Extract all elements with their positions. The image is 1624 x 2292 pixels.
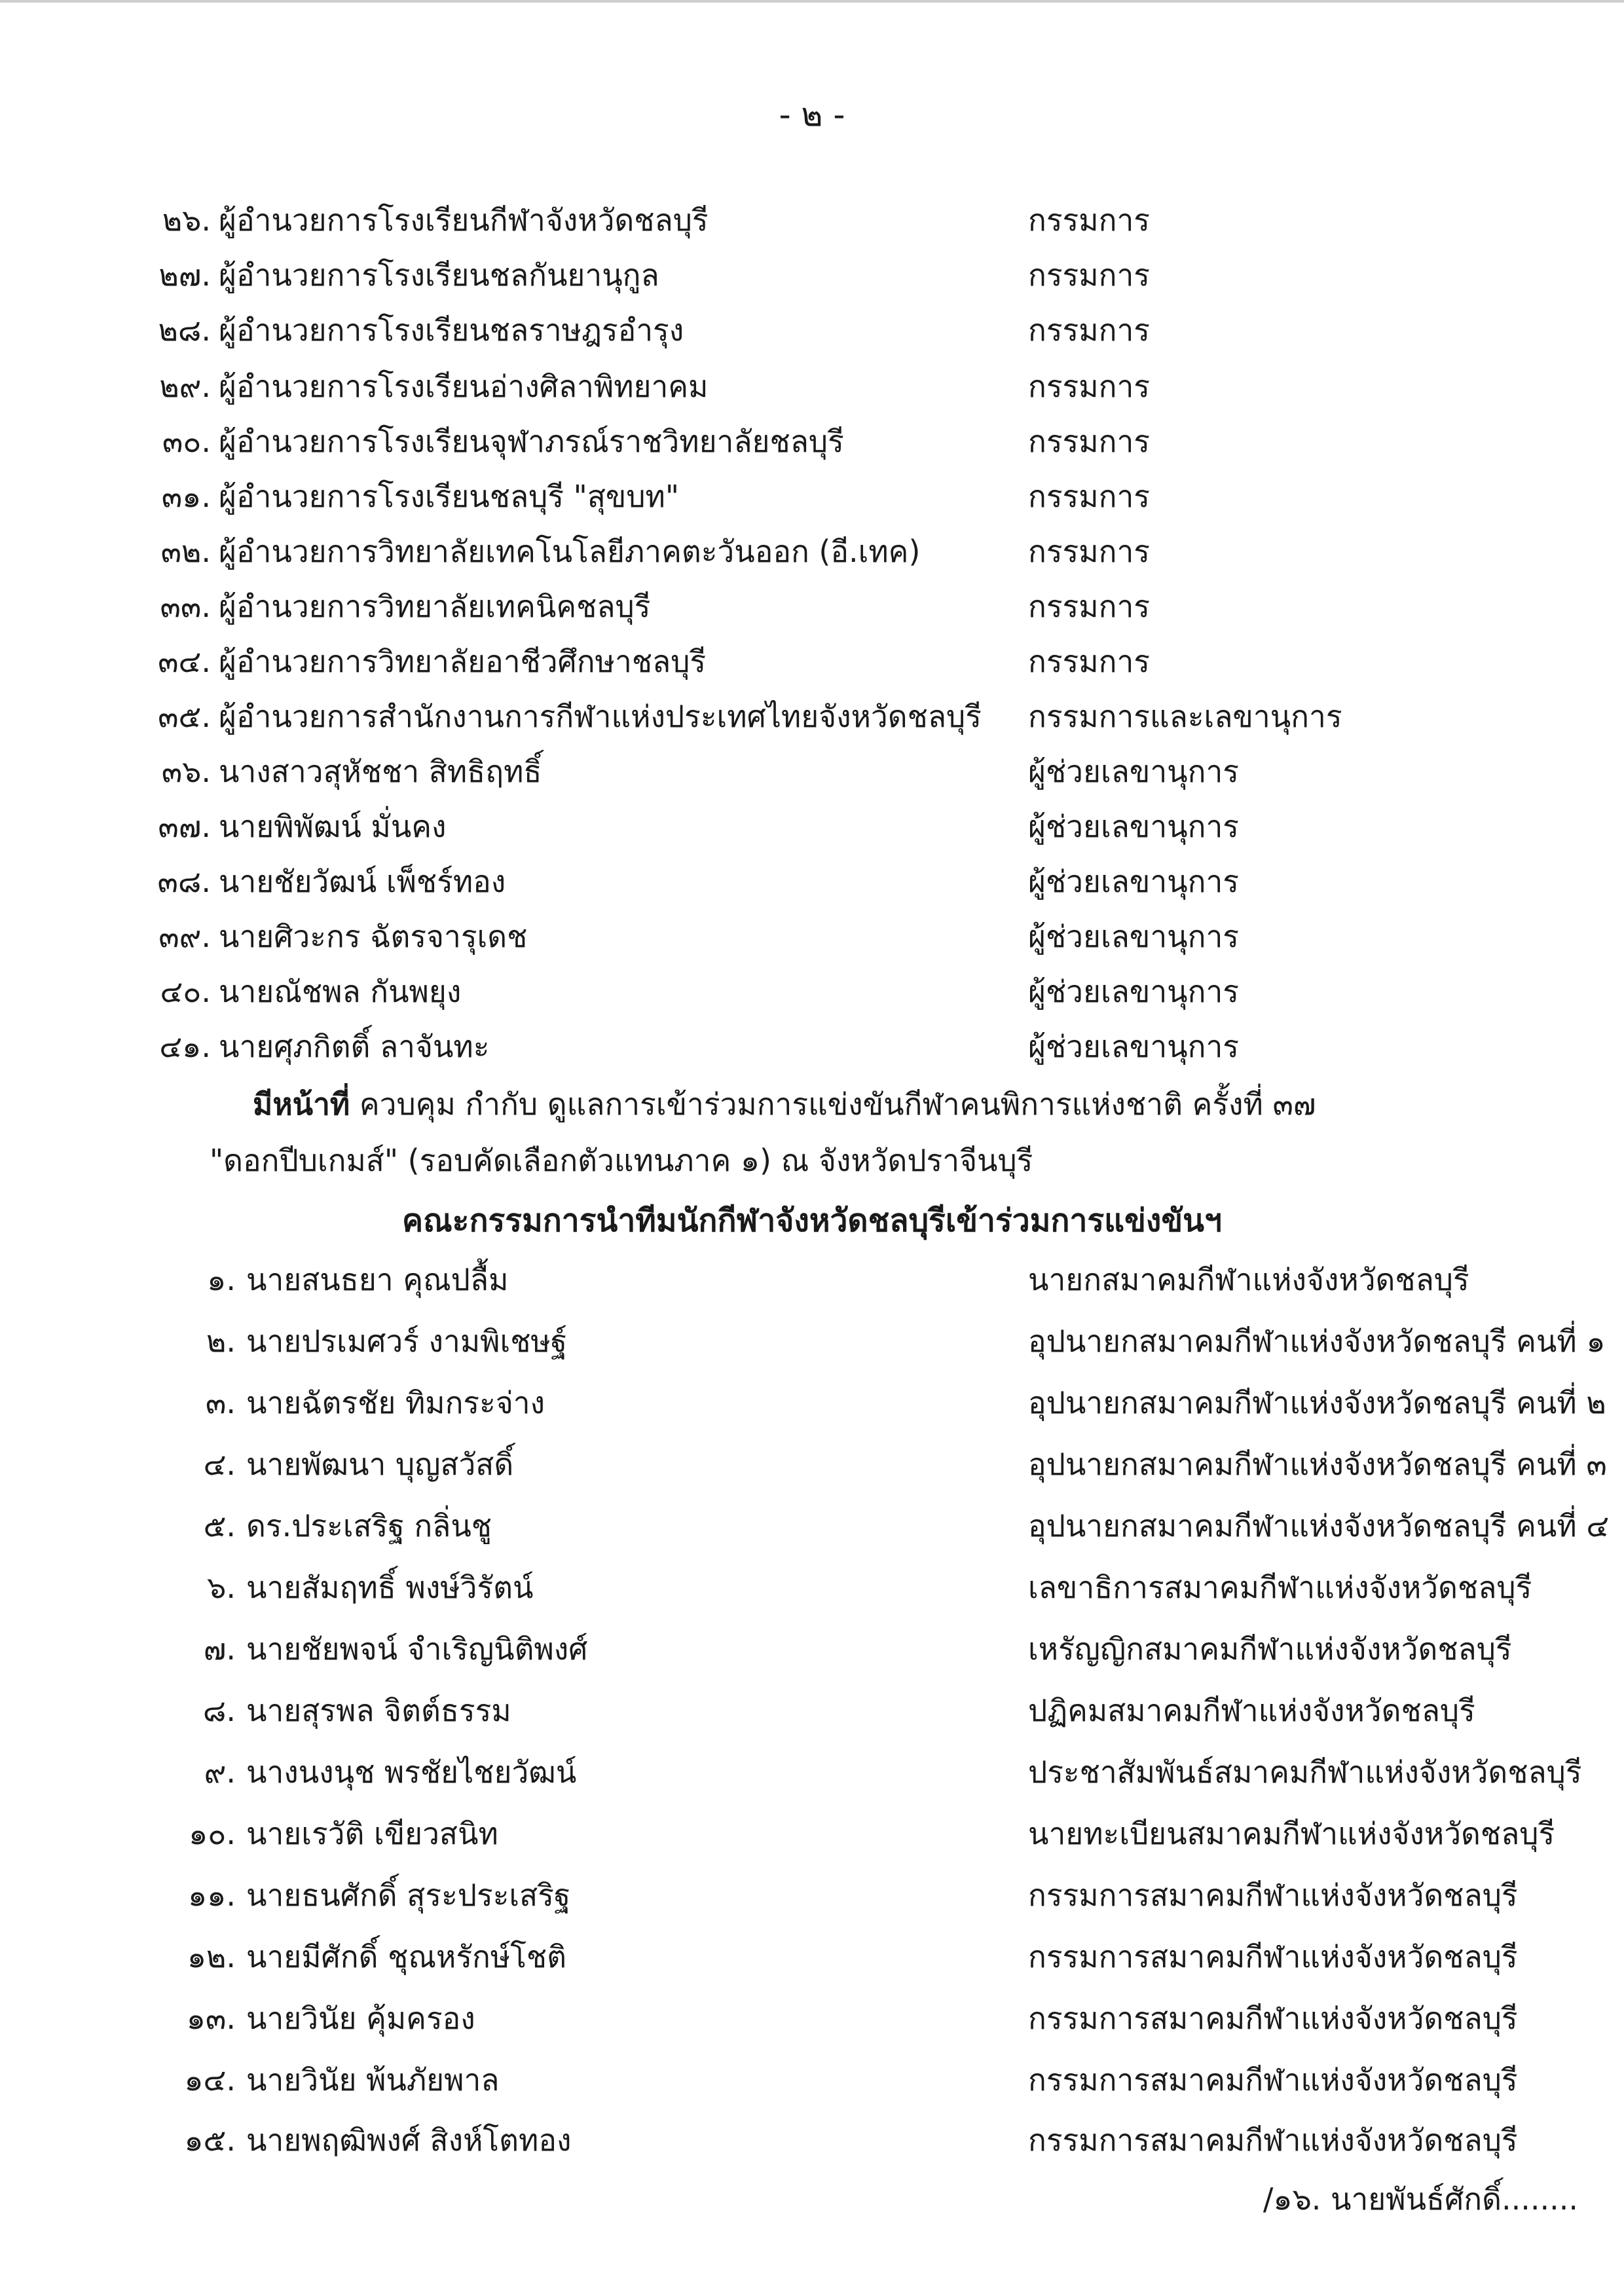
item-role: กรรมการ [1028, 534, 1150, 569]
item-name: นางนงนุช พรชัยไชยวัฒน์ [246, 1754, 577, 1790]
continuation-note: /๑๖. นายพันธ์ศักดิ์........ [1263, 2181, 1578, 2217]
list-item [0, 1872, 1624, 1924]
item-role: กรรมการสมาคมกีฬาแห่งจังหวัดชลบุรี [1028, 2062, 1518, 2098]
item-name: ผู้อำนวยการโรงเรียนชลราษฎรอำรุง [219, 312, 684, 348]
item-number: ๑๔. [184, 2062, 236, 2098]
item-number: ๔. [203, 1447, 236, 1482]
item-role: อุปนายกสมาคมกีฬาแห่งจังหวัดชลบุรี คนที่ ๓ [1028, 1447, 1607, 1482]
item-role: กรรมการและเลขานุการ [1028, 699, 1342, 734]
list-item [0, 473, 1624, 525]
list-item [0, 1441, 1624, 1493]
item-role: เลขาธิการสมาคมกีฬาแห่งจังหวัดชลบุรี [1028, 1570, 1532, 1605]
list-item [0, 306, 1624, 359]
item-name: นายพัฒนา บุญสวัสดิ์ [246, 1447, 514, 1482]
item-number: ๘. [202, 1693, 236, 1728]
item-role: อุปนายกสมาคมกีฬาแห่งจังหวัดชลบุรี คนที่ ๔ [1028, 1508, 1610, 1543]
item-role: กรรมการ [1028, 479, 1150, 514]
item-name: นายวินัย คุ้มครอง [246, 2001, 475, 2036]
page-number: - ๒ - [779, 96, 845, 134]
item-name: ผู้อำนวยการโรงเรียนชลกันยานุกูล [219, 257, 659, 293]
item-role: กรรมการ [1028, 202, 1150, 238]
item-role: เหรัญญิกสมาคมกีฬาแห่งจังหวัดชลบุรี [1028, 1631, 1512, 1667]
item-name: นายศุภกิตติ์ ลาจันทะ [219, 1029, 490, 1064]
item-name: ผู้อำนวยการวิทยาลัยเทคนิคชลบุรี [219, 589, 651, 624]
item-number: ๒๘. [158, 312, 211, 348]
item-number: ๑๓. [186, 2001, 236, 2036]
item-number: ๒. [206, 1323, 236, 1359]
list-item [0, 1810, 1624, 1862]
item-name: นายศิวะกร ฉัตรจารุเดช [219, 919, 528, 954]
item-number: ๖. [207, 1570, 236, 1605]
list-item [0, 913, 1624, 965]
list-item [0, 748, 1624, 800]
item-role: ประชาสัมพันธ์สมาคมกีฬาแห่งจังหวัดชลบุรี [1028, 1754, 1582, 1790]
duty-text-1: ควบคุม กำกับ ดูแลการเข้าร่วมการแข่งขันกีฬาคนพิการแห่งชาติ ครั้งที่ ๓๗ [350, 1086, 1316, 1122]
item-role: กรรมการ [1028, 369, 1150, 404]
list-item [0, 1379, 1624, 1432]
item-number: ๑๕. [184, 2122, 236, 2158]
item-role: ผู้ช่วยเลขานุการ [1028, 754, 1239, 789]
list-item [0, 1564, 1624, 1616]
item-number: ๓๔. [158, 644, 211, 679]
item-number: ๒๗. [158, 257, 211, 293]
item-name: นายสุรพล จิตต์ธรรม [246, 1693, 511, 1728]
item-number: ๙. [204, 1754, 236, 1790]
item-number: ๔๑. [159, 1029, 211, 1064]
item-number: ๗. [203, 1631, 236, 1667]
list-item [0, 693, 1624, 745]
item-number: ๓๗. [158, 809, 211, 844]
item-role: กรรมการ [1028, 424, 1150, 459]
item-number: ๓๒. [160, 534, 211, 569]
item-role: กรรมการ [1028, 312, 1150, 348]
item-name: ผู้อำนวยการโรงเรียนชลบุรี "สุขบท" [219, 479, 680, 514]
list-item [0, 858, 1624, 910]
item-name: นายชัยวัฒน์ เพ็ชร์ทอง [219, 864, 506, 899]
item-role: ผู้ช่วยเลขานุการ [1028, 864, 1239, 899]
list-item [0, 1625, 1624, 1678]
list-item [0, 968, 1624, 1020]
list-item [0, 1502, 1624, 1555]
item-name: นายมีศักดิ์ ชุณหรักษ์โชติ [246, 1939, 566, 1974]
list-item [0, 363, 1624, 415]
item-name: นายวินัย พ้นภัยพาล [246, 2062, 500, 2098]
list-item [0, 803, 1624, 855]
list-item [0, 2056, 1624, 2109]
list-item [0, 528, 1624, 580]
item-name: ผู้อำนวยการโรงเรียนจุฬาภรณ์ราชวิทยาลัยชลบุรี [219, 424, 844, 459]
item-role: ผู้ช่วยเลขานุการ [1028, 809, 1239, 844]
item-number: ๒๙. [159, 369, 211, 404]
item-name: นายเรวัติ เขียวสนิท [246, 1816, 498, 1851]
item-role: อุปนายกสมาคมกีฬาแห่งจังหวัดชลบุรี คนที่ ๑ [1028, 1323, 1606, 1359]
item-role: กรรมการสมาคมกีฬาแห่งจังหวัดชลบุรี [1028, 2001, 1518, 2036]
item-name: นายชัยพจน์ จำเริญนิติพงศ์ [246, 1631, 588, 1667]
item-number: ๑๒. [187, 1939, 236, 1974]
item-number: ๓๙. [158, 919, 211, 954]
list-item [0, 1933, 1624, 1986]
item-number: ๓๑. [161, 479, 211, 514]
item-name: ดร.ประเสริฐ กลิ่นชู [246, 1508, 492, 1543]
item-number: ๓๐. [162, 424, 211, 459]
item-name: ผู้อำนวยการวิทยาลัยอาชีวศึกษาชลบุรี [219, 644, 707, 679]
item-role: กรรมการ [1028, 589, 1150, 624]
item-number: ๔๐. [160, 974, 211, 1009]
list-item [0, 638, 1624, 690]
list-item [0, 583, 1624, 635]
item-role: กรรมการ [1028, 257, 1150, 293]
item-number: ๓๓. [160, 589, 211, 624]
item-name: นางสาวสุหัชชา สิทธิฤทธิ์ [219, 754, 542, 789]
item-role: นายกสมาคมกีฬาแห่งจังหวัดชลบุรี [1028, 1262, 1469, 1297]
item-number: ๕. [203, 1508, 236, 1543]
item-number: ๓๖. [161, 754, 211, 789]
item-role: กรรมการสมาคมกีฬาแห่งจังหวัดชลบุรี [1028, 2122, 1518, 2158]
list-item [0, 1023, 1624, 1075]
list-item [0, 196, 1624, 249]
item-role: ปฏิคมสมาคมกีฬาแห่งจังหวัดชลบุรี [1028, 1693, 1475, 1728]
item-number: ๒๖. [162, 202, 211, 238]
item-number: ๑. [207, 1262, 236, 1297]
section-heading: คณะกรรมการนำทีมนักกีฬาจังหวัดชลบุรีเข้าร่วมการแข่งขันฯ [402, 1202, 1222, 1239]
duty-label: มีหน้าที่ [253, 1086, 350, 1122]
item-role: อุปนายกสมาคมกีฬาแห่งจังหวัดชลบุรี คนที่ ๒ [1028, 1385, 1606, 1420]
item-name: ผู้อำนวยการโรงเรียนกีฬาจังหวัดชลบุรี [219, 202, 709, 238]
duty-line-1 [253, 1081, 1316, 1128]
list-item [0, 1256, 1624, 1308]
list-item [0, 1687, 1624, 1739]
item-name: นายพิพัฒน์ มั่นคง [219, 809, 447, 844]
item-name: นายณัชพล กันพยุง [219, 974, 462, 1009]
item-role: ผู้ช่วยเลขานุการ [1028, 1029, 1239, 1064]
item-name: นายสัมฤทธิ์ พงษ์วิรัตน์ [246, 1570, 534, 1605]
item-role: ผู้ช่วยเลขานุการ [1028, 919, 1239, 954]
item-role: นายทะเบียนสมาคมกีฬาแห่งจังหวัดชลบุรี [1028, 1816, 1555, 1851]
item-role: กรรมการสมาคมกีฬาแห่งจังหวัดชลบุรี [1028, 1877, 1518, 1913]
item-number: ๓๕. [158, 699, 211, 734]
list-item [0, 418, 1624, 470]
list-item [0, 251, 1624, 304]
list-item [0, 2116, 1624, 2169]
item-number: ๓. [205, 1385, 236, 1420]
item-role: กรรมการสมาคมกีฬาแห่งจังหวัดชลบุรี [1028, 1939, 1518, 1974]
item-number: ๑๐. [189, 1816, 236, 1851]
item-name: ผู้อำนวยการสำนักงานการกีฬาแห่งประเทศไทยจังหวัดชลบุรี [219, 699, 982, 734]
list-item [0, 1995, 1624, 2047]
item-name: นายปรเมศวร์ งามพิเชษฐ์ [246, 1323, 568, 1359]
item-name: นายธนศักดิ์ สุระประเสริฐ [246, 1877, 571, 1913]
item-name: นายพฤฒิพงศ์ สิงห์โตทอง [246, 2122, 572, 2158]
list-item [0, 1748, 1624, 1801]
item-number: ๑๑. [187, 1877, 236, 1913]
item-role: ผู้ช่วยเลขานุการ [1028, 974, 1239, 1009]
top-rule [0, 0, 1624, 3]
duty-line-2: "ดอกปีบเกมส์" (รอบคัดเลือกตัวแทนภาค ๑) ณ จังหวัดปราจีนบุรี [210, 1143, 1033, 1178]
list-item [0, 1318, 1624, 1370]
item-name: นายฉัตรชัย ทิมกระจ่าง [246, 1385, 545, 1420]
item-number: ๓๘. [157, 864, 211, 899]
item-name: ผู้อำนวยการโรงเรียนอ่างศิลาพิทยาคม [219, 369, 709, 404]
item-name: นายสนธยา คุณปลื้ม [246, 1262, 509, 1297]
item-role: กรรมการ [1028, 644, 1150, 679]
item-name: ผู้อำนวยการวิทยาลัยเทคโนโลยีภาคตะวันออก (อี.เทค) [219, 534, 921, 569]
